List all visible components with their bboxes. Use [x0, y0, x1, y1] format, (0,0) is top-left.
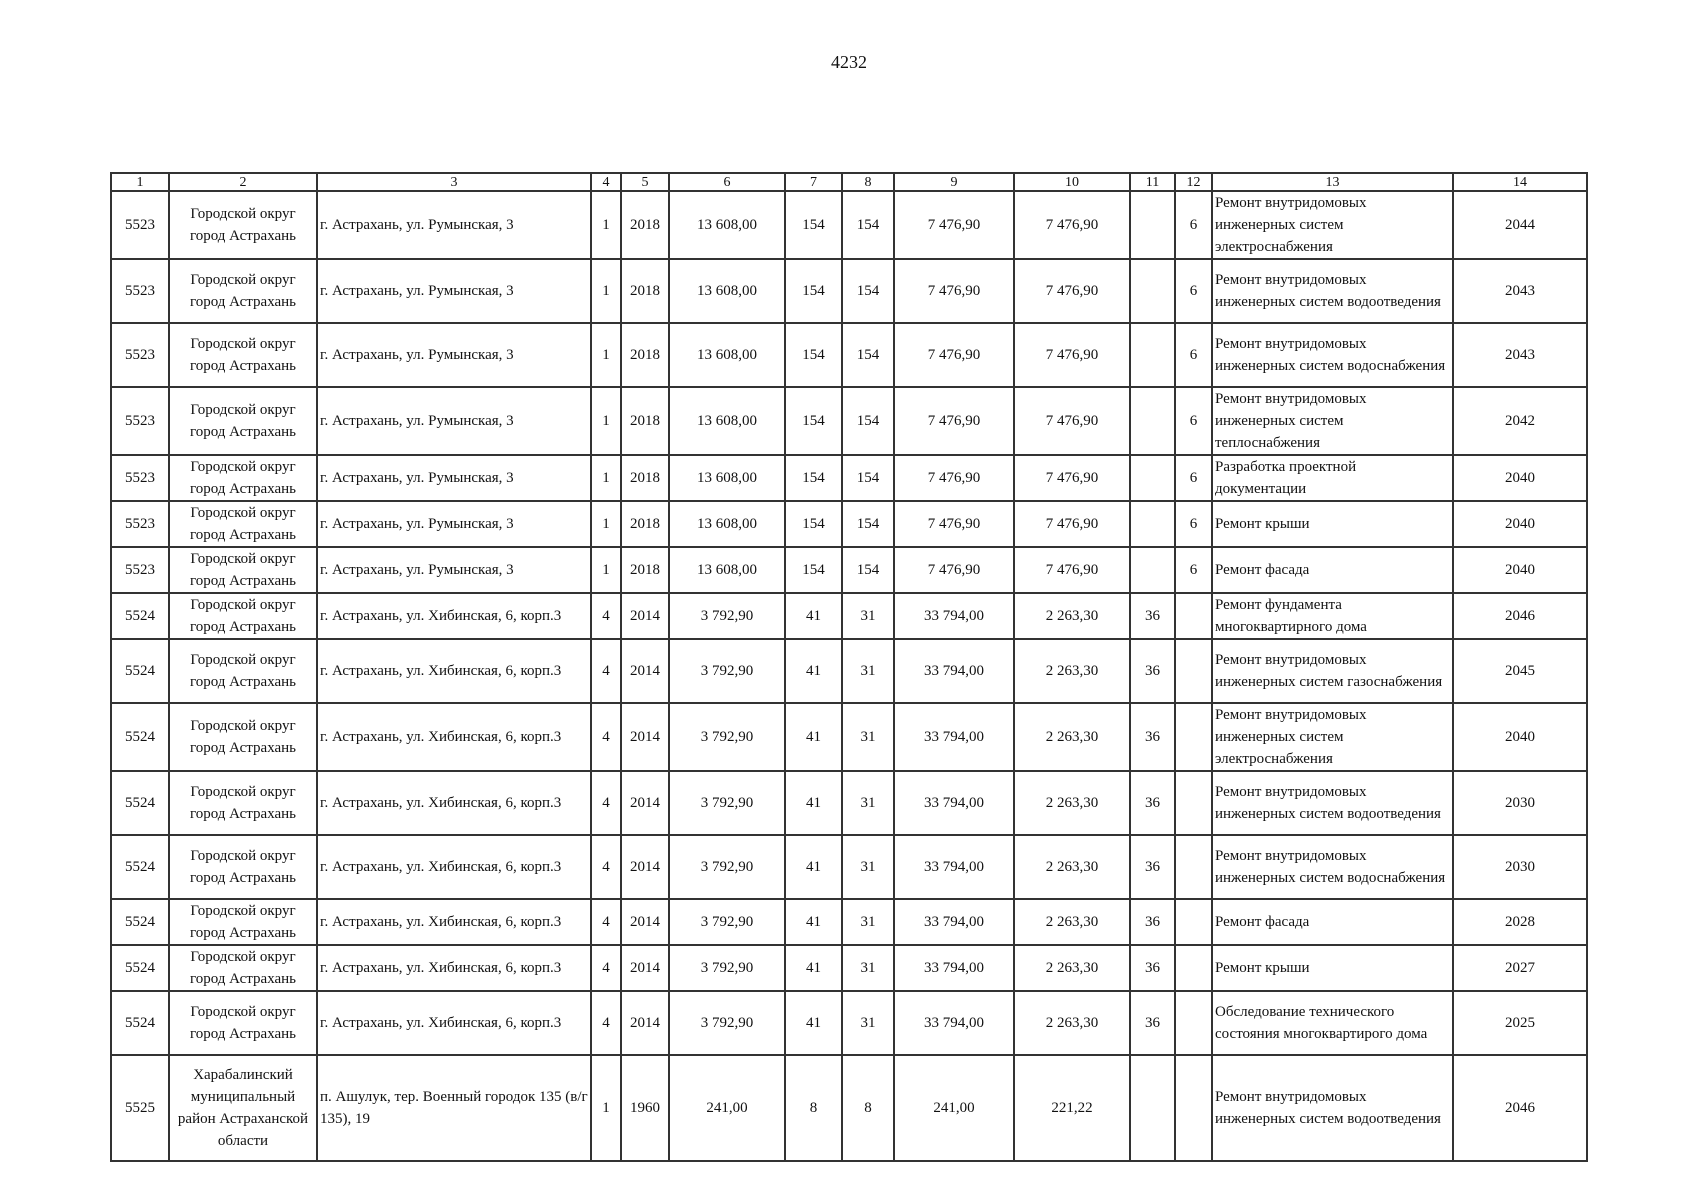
- cell-value-12: 6: [1175, 191, 1212, 259]
- cell-planned-year: 2028: [1453, 899, 1587, 945]
- cell-object-number: 5524: [111, 593, 169, 639]
- cell-area-b: 7 476,90: [1014, 501, 1130, 547]
- cell-value-11: 36: [1130, 771, 1175, 835]
- cell-apartments-total: 41: [785, 593, 842, 639]
- cell-planned-year: 2046: [1453, 593, 1587, 639]
- cell-value-12: 6: [1175, 501, 1212, 547]
- cell-value-12: [1175, 835, 1212, 899]
- column-header: 10: [1014, 173, 1130, 191]
- cell-total-area: 3 792,90: [669, 593, 785, 639]
- cell-floors: 1: [591, 387, 621, 455]
- column-header: 4: [591, 173, 621, 191]
- cell-work-type: Ремонт внутридомовых инженерных систем водоотведения: [1212, 259, 1453, 323]
- cell-municipality: Городской округ город Астрахань: [169, 639, 317, 703]
- table-row: [111, 771, 1587, 835]
- cell-address: г. Астрахань, ул. Румынская, 3: [317, 387, 591, 455]
- cell-apartments-total: 154: [785, 323, 842, 387]
- cell-address: г. Астрахань, ул. Румынская, 3: [317, 547, 591, 593]
- cell-value-12: 6: [1175, 387, 1212, 455]
- table-row: [111, 259, 1587, 323]
- cell-value-11: 36: [1130, 945, 1175, 991]
- cell-value-11: 36: [1130, 991, 1175, 1055]
- table-body: [111, 173, 1587, 1161]
- cell-floors: 1: [591, 1055, 621, 1161]
- cell-value-11: [1130, 259, 1175, 323]
- cell-value-11: 36: [1130, 703, 1175, 771]
- cell-value-11: [1130, 191, 1175, 259]
- cell-planned-year: 2042: [1453, 387, 1587, 455]
- cell-planned-year: 2046: [1453, 1055, 1587, 1161]
- cell-area-b: 2 263,30: [1014, 593, 1130, 639]
- cell-municipality: Городской округ город Астрахань: [169, 501, 317, 547]
- cell-planned-year: 2025: [1453, 991, 1587, 1055]
- column-header: 8: [842, 173, 894, 191]
- cell-area-b: 7 476,90: [1014, 387, 1130, 455]
- cell-value-12: [1175, 991, 1212, 1055]
- cell-year-built: 2014: [621, 991, 669, 1055]
- cell-total-area: 3 792,90: [669, 899, 785, 945]
- cell-apartments-other: 154: [842, 501, 894, 547]
- cell-work-type: Ремонт внутридомовых инженерных систем теплоснабжения: [1212, 387, 1453, 455]
- cell-address: г. Астрахань, ул. Хибинская, 6, корп.3: [317, 593, 591, 639]
- cell-floors: 1: [591, 455, 621, 501]
- cell-area-b: 2 263,30: [1014, 835, 1130, 899]
- column-header: 5: [621, 173, 669, 191]
- cell-year-built: 2018: [621, 547, 669, 593]
- table-row: [111, 323, 1587, 387]
- cell-area-a: 7 476,90: [894, 259, 1014, 323]
- cell-area-b: 7 476,90: [1014, 259, 1130, 323]
- cell-year-built: 2014: [621, 639, 669, 703]
- cell-apartments-total: 154: [785, 259, 842, 323]
- cell-apartments-total: 154: [785, 501, 842, 547]
- cell-municipality: Городской округ город Астрахань: [169, 455, 317, 501]
- cell-municipality: Городской округ город Астрахань: [169, 945, 317, 991]
- cell-area-a: 7 476,90: [894, 191, 1014, 259]
- cell-municipality: Городской округ город Астрахань: [169, 191, 317, 259]
- cell-total-area: 3 792,90: [669, 945, 785, 991]
- cell-work-type: Ремонт фасада: [1212, 899, 1453, 945]
- cell-municipality: Городской округ город Астрахань: [169, 835, 317, 899]
- column-header: 14: [1453, 173, 1587, 191]
- table-row: [111, 593, 1587, 639]
- cell-object-number: 5524: [111, 639, 169, 703]
- cell-object-number: 5524: [111, 991, 169, 1055]
- cell-value-12: [1175, 593, 1212, 639]
- cell-object-number: 5523: [111, 323, 169, 387]
- cell-work-type: Ремонт внутридомовых инженерных систем водоотведения: [1212, 771, 1453, 835]
- cell-work-type: Ремонт внутридомовых инженерных систем газоснабжения: [1212, 639, 1453, 703]
- cell-work-type: Ремонт крыши: [1212, 501, 1453, 547]
- cell-area-b: 7 476,90: [1014, 191, 1130, 259]
- cell-apartments-other: 154: [842, 259, 894, 323]
- cell-floors: 4: [591, 593, 621, 639]
- cell-object-number: 5523: [111, 455, 169, 501]
- cell-value-11: 36: [1130, 639, 1175, 703]
- cell-planned-year: 2027: [1453, 945, 1587, 991]
- table-row: [111, 899, 1587, 945]
- cell-total-area: 13 608,00: [669, 191, 785, 259]
- cell-object-number: 5523: [111, 387, 169, 455]
- cell-apartments-total: 41: [785, 835, 842, 899]
- cell-area-b: 7 476,90: [1014, 547, 1130, 593]
- cell-address: г. Астрахань, ул. Хибинская, 6, корп.3: [317, 771, 591, 835]
- cell-year-built: 2018: [621, 323, 669, 387]
- cell-area-b: 7 476,90: [1014, 455, 1130, 501]
- cell-total-area: 3 792,90: [669, 835, 785, 899]
- column-header: 6: [669, 173, 785, 191]
- cell-municipality: Городской округ город Астрахань: [169, 771, 317, 835]
- cell-address: г. Астрахань, ул. Румынская, 3: [317, 259, 591, 323]
- cell-object-number: 5524: [111, 945, 169, 991]
- cell-area-a: 33 794,00: [894, 703, 1014, 771]
- cell-year-built: 2018: [621, 259, 669, 323]
- cell-work-type: Ремонт внутридомовых инженерных систем водоснабжения: [1212, 323, 1453, 387]
- cell-work-type: Ремонт крыши: [1212, 945, 1453, 991]
- cell-total-area: 241,00: [669, 1055, 785, 1161]
- cell-year-built: 1960: [621, 1055, 669, 1161]
- cell-floors: 4: [591, 639, 621, 703]
- cell-object-number: 5524: [111, 899, 169, 945]
- cell-value-11: [1130, 501, 1175, 547]
- cell-floors: 1: [591, 259, 621, 323]
- cell-work-type: Ремонт фасада: [1212, 547, 1453, 593]
- column-header: 1: [111, 173, 169, 191]
- cell-work-type: Обследование технического состояния многоквартирого дома: [1212, 991, 1453, 1055]
- cell-apartments-other: 31: [842, 991, 894, 1055]
- cell-area-a: 7 476,90: [894, 501, 1014, 547]
- cell-apartments-total: 41: [785, 991, 842, 1055]
- table-row: [111, 703, 1587, 771]
- cell-municipality: Городской округ город Астрахань: [169, 703, 317, 771]
- cell-planned-year: 2040: [1453, 455, 1587, 501]
- cell-value-12: 6: [1175, 547, 1212, 593]
- cell-value-11: [1130, 547, 1175, 593]
- cell-total-area: 13 608,00: [669, 323, 785, 387]
- cell-municipality: Городской округ город Астрахань: [169, 547, 317, 593]
- column-header: 2: [169, 173, 317, 191]
- cell-value-12: 6: [1175, 323, 1212, 387]
- cell-area-b: 221,22: [1014, 1055, 1130, 1161]
- cell-value-12: [1175, 771, 1212, 835]
- cell-apartments-total: 154: [785, 387, 842, 455]
- cell-floors: 4: [591, 835, 621, 899]
- table-row: [111, 191, 1587, 259]
- cell-municipality: Харабалинский муниципальный район Астраханской области: [169, 1055, 317, 1161]
- cell-planned-year: 2044: [1453, 191, 1587, 259]
- cell-apartments-total: 8: [785, 1055, 842, 1161]
- cell-area-b: 7 476,90: [1014, 323, 1130, 387]
- table-row: [111, 835, 1587, 899]
- cell-area-a: 33 794,00: [894, 899, 1014, 945]
- cell-object-number: 5524: [111, 703, 169, 771]
- cell-floors: 4: [591, 703, 621, 771]
- cell-municipality: Городской округ город Астрахань: [169, 259, 317, 323]
- cell-total-area: 13 608,00: [669, 455, 785, 501]
- cell-apartments-total: 154: [785, 191, 842, 259]
- column-header: 12: [1175, 173, 1212, 191]
- cell-floors: 1: [591, 547, 621, 593]
- cell-value-11: 36: [1130, 835, 1175, 899]
- column-number-row: [111, 173, 1587, 191]
- cell-year-built: 2014: [621, 771, 669, 835]
- cell-year-built: 2014: [621, 899, 669, 945]
- cell-value-12: [1175, 899, 1212, 945]
- cell-area-a: 241,00: [894, 1055, 1014, 1161]
- cell-year-built: 2014: [621, 593, 669, 639]
- cell-value-12: 6: [1175, 259, 1212, 323]
- cell-floors: 4: [591, 991, 621, 1055]
- cell-apartments-other: 31: [842, 703, 894, 771]
- column-header: 11: [1130, 173, 1175, 191]
- cell-value-11: [1130, 387, 1175, 455]
- cell-apartments-other: 154: [842, 455, 894, 501]
- cell-planned-year: 2030: [1453, 835, 1587, 899]
- cell-apartments-other: 154: [842, 547, 894, 593]
- cell-year-built: 2018: [621, 191, 669, 259]
- cell-address: г. Астрахань, ул. Румынская, 3: [317, 323, 591, 387]
- column-header: 7: [785, 173, 842, 191]
- page-number: 4232: [831, 52, 867, 72]
- cell-total-area: 3 792,90: [669, 771, 785, 835]
- cell-apartments-other: 31: [842, 835, 894, 899]
- cell-total-area: 3 792,90: [669, 991, 785, 1055]
- cell-floors: 1: [591, 501, 621, 547]
- cell-apartments-other: 154: [842, 387, 894, 455]
- cell-object-number: 5524: [111, 835, 169, 899]
- cell-area-b: 2 263,30: [1014, 771, 1130, 835]
- cell-apartments-other: 8: [842, 1055, 894, 1161]
- cell-address: г. Астрахань, ул. Хибинская, 6, корп.3: [317, 899, 591, 945]
- table-row: [111, 639, 1587, 703]
- cell-area-a: 33 794,00: [894, 593, 1014, 639]
- table-row: [111, 387, 1587, 455]
- cell-address: г. Астрахань, ул. Румынская, 3: [317, 455, 591, 501]
- cell-total-area: 3 792,90: [669, 703, 785, 771]
- cell-apartments-other: 154: [842, 191, 894, 259]
- cell-total-area: 13 608,00: [669, 387, 785, 455]
- cell-area-a: 7 476,90: [894, 323, 1014, 387]
- cell-year-built: 2018: [621, 501, 669, 547]
- cell-work-type: Ремонт фундамента многоквартирного дома: [1212, 593, 1453, 639]
- cell-apartments-total: 41: [785, 639, 842, 703]
- cell-floors: 1: [591, 323, 621, 387]
- cell-value-12: [1175, 639, 1212, 703]
- cell-apartments-total: 41: [785, 771, 842, 835]
- cell-municipality: Городской округ город Астрахань: [169, 991, 317, 1055]
- cell-year-built: 2014: [621, 703, 669, 771]
- cell-apartments-total: 41: [785, 899, 842, 945]
- cell-area-a: 33 794,00: [894, 771, 1014, 835]
- cell-area-a: 7 476,90: [894, 387, 1014, 455]
- cell-apartments-other: 154: [842, 323, 894, 387]
- cell-value-11: [1130, 1055, 1175, 1161]
- cell-apartments-other: 31: [842, 945, 894, 991]
- cell-municipality: Городской округ город Астрахань: [169, 899, 317, 945]
- cell-value-12: [1175, 1055, 1212, 1161]
- cell-value-12: [1175, 945, 1212, 991]
- cell-value-11: [1130, 323, 1175, 387]
- cell-address: г. Астрахань, ул. Хибинская, 6, корп.3: [317, 945, 591, 991]
- cell-floors: 4: [591, 771, 621, 835]
- cell-area-b: 2 263,30: [1014, 991, 1130, 1055]
- register-table: [110, 172, 1588, 1162]
- cell-planned-year: 2040: [1453, 703, 1587, 771]
- cell-area-b: 2 263,30: [1014, 703, 1130, 771]
- cell-area-a: 33 794,00: [894, 639, 1014, 703]
- cell-area-b: 2 263,30: [1014, 639, 1130, 703]
- cell-municipality: Городской округ город Астрахань: [169, 387, 317, 455]
- column-header: 3: [317, 173, 591, 191]
- cell-work-type: Ремонт внутридомовых инженерных систем водоотведения: [1212, 1055, 1453, 1161]
- table-row: [111, 1055, 1587, 1161]
- cell-address: п. Ашулук, тер. Военный городок 135 (в/г 135), 19: [317, 1055, 591, 1161]
- cell-apartments-total: 154: [785, 547, 842, 593]
- cell-year-built: 2014: [621, 835, 669, 899]
- cell-planned-year: 2043: [1453, 323, 1587, 387]
- cell-year-built: 2014: [621, 945, 669, 991]
- cell-value-12: 6: [1175, 455, 1212, 501]
- cell-object-number: 5523: [111, 259, 169, 323]
- table-row: [111, 455, 1587, 501]
- table-row: [111, 945, 1587, 991]
- cell-planned-year: 2045: [1453, 639, 1587, 703]
- cell-object-number: 5523: [111, 191, 169, 259]
- table-row: [111, 547, 1587, 593]
- cell-planned-year: 2040: [1453, 501, 1587, 547]
- table-row: [111, 991, 1587, 1055]
- cell-floors: 4: [591, 945, 621, 991]
- cell-floors: 1: [591, 191, 621, 259]
- column-header: 13: [1212, 173, 1453, 191]
- cell-address: г. Астрахань, ул. Хибинская, 6, корп.3: [317, 991, 591, 1055]
- cell-object-number: 5523: [111, 501, 169, 547]
- cell-apartments-other: 31: [842, 771, 894, 835]
- cell-total-area: 13 608,00: [669, 501, 785, 547]
- cell-address: г. Астрахань, ул. Румынская, 3: [317, 501, 591, 547]
- cell-address: г. Астрахань, ул. Хибинская, 6, корп.3: [317, 835, 591, 899]
- cell-planned-year: 2040: [1453, 547, 1587, 593]
- cell-value-11: 36: [1130, 593, 1175, 639]
- cell-year-built: 2018: [621, 455, 669, 501]
- cell-apartments-other: 31: [842, 639, 894, 703]
- cell-value-11: 36: [1130, 899, 1175, 945]
- cell-municipality: Городской округ город Астрахань: [169, 593, 317, 639]
- cell-planned-year: 2030: [1453, 771, 1587, 835]
- cell-work-type: Ремонт внутридомовых инженерных систем электроснабжения: [1212, 191, 1453, 259]
- cell-area-a: 33 794,00: [894, 945, 1014, 991]
- cell-address: г. Астрахань, ул. Хибинская, 6, корп.3: [317, 639, 591, 703]
- column-header: 9: [894, 173, 1014, 191]
- cell-apartments-other: 31: [842, 593, 894, 639]
- cell-area-b: 2 263,30: [1014, 945, 1130, 991]
- cell-object-number: 5523: [111, 547, 169, 593]
- cell-address: г. Астрахань, ул. Румынская, 3: [317, 191, 591, 259]
- cell-work-type: Ремонт внутридомовых инженерных систем водоснабжения: [1212, 835, 1453, 899]
- cell-planned-year: 2043: [1453, 259, 1587, 323]
- cell-total-area: 3 792,90: [669, 639, 785, 703]
- cell-total-area: 13 608,00: [669, 547, 785, 593]
- cell-apartments-total: 154: [785, 455, 842, 501]
- cell-work-type: Ремонт внутридомовых инженерных систем электроснабжения: [1212, 703, 1453, 771]
- cell-area-a: 7 476,90: [894, 547, 1014, 593]
- cell-area-a: 7 476,90: [894, 455, 1014, 501]
- cell-object-number: 5524: [111, 771, 169, 835]
- cell-floors: 4: [591, 899, 621, 945]
- cell-apartments-total: 41: [785, 703, 842, 771]
- cell-area-a: 33 794,00: [894, 991, 1014, 1055]
- cell-apartments-other: 31: [842, 899, 894, 945]
- cell-area-b: 2 263,30: [1014, 899, 1130, 945]
- cell-value-12: [1175, 703, 1212, 771]
- table-row: [111, 501, 1587, 547]
- cell-year-built: 2018: [621, 387, 669, 455]
- cell-address: г. Астрахань, ул. Хибинская, 6, корп.3: [317, 703, 591, 771]
- cell-municipality: Городской округ город Астрахань: [169, 323, 317, 387]
- cell-area-a: 33 794,00: [894, 835, 1014, 899]
- cell-object-number: 5525: [111, 1055, 169, 1161]
- cell-work-type: Разработка проектной документации: [1212, 455, 1453, 501]
- cell-value-11: [1130, 455, 1175, 501]
- cell-apartments-total: 41: [785, 945, 842, 991]
- cell-total-area: 13 608,00: [669, 259, 785, 323]
